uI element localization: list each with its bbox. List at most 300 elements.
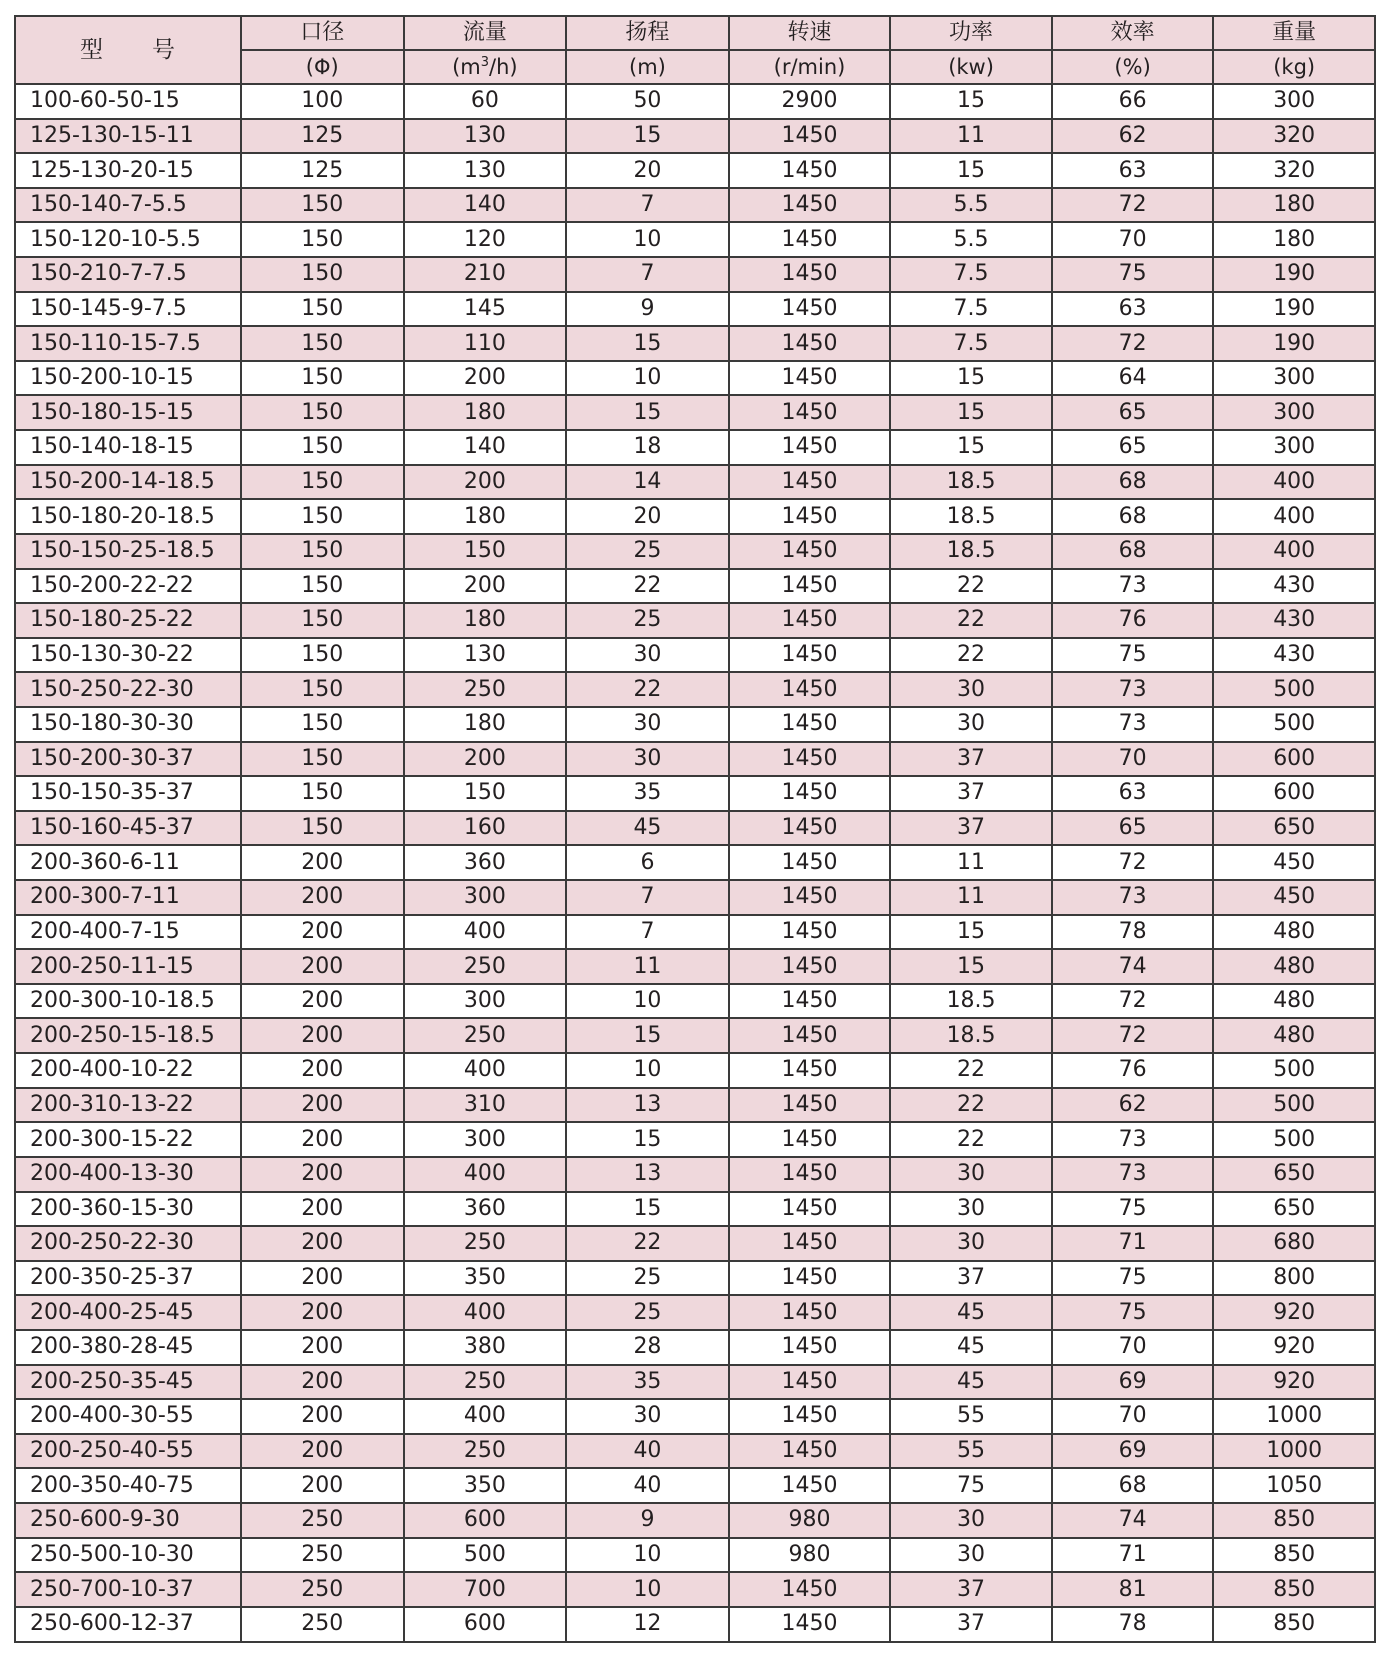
speed-cell: 1450 (729, 1018, 891, 1053)
speed-cell: 1450 (729, 845, 891, 880)
head-cell: 25 (566, 1295, 729, 1330)
caliber-cell: 200 (241, 1192, 404, 1227)
efficiency-cell: 69 (1052, 1434, 1214, 1469)
model-cell: 200-250-15-18.5 (15, 1018, 241, 1053)
weight-cell: 430 (1213, 638, 1375, 673)
table-row (15, 1053, 1375, 1088)
caliber-cell: 200 (241, 1330, 404, 1365)
table-row (15, 984, 1375, 1019)
efficiency-cell: 70 (1052, 742, 1214, 777)
model-cell: 200-380-28-45 (15, 1330, 241, 1365)
caliber-cell: 200 (241, 1365, 404, 1400)
weight-cell: 480 (1213, 1018, 1375, 1053)
table-row (15, 84, 1375, 119)
table-row (15, 1365, 1375, 1400)
table-row (15, 811, 1375, 846)
caliber-cell: 200 (241, 1122, 404, 1157)
power-cell: 30 (890, 1538, 1052, 1573)
power-cell: 30 (890, 672, 1052, 707)
caliber-cell: 150 (241, 465, 404, 500)
flow-unit-post: /h) (489, 54, 518, 79)
efficiency-cell: 72 (1052, 845, 1214, 880)
efficiency-cell: 70 (1052, 1399, 1214, 1434)
power-cell: 7.5 (890, 257, 1052, 292)
head-cell: 7 (566, 188, 729, 223)
caliber-cell: 200 (241, 984, 404, 1019)
power-cell: 22 (890, 638, 1052, 673)
weight-cell: 400 (1213, 499, 1375, 534)
flow-cell: 180 (404, 395, 567, 430)
speed-cell: 1450 (729, 222, 891, 257)
power-cell: 18.5 (890, 499, 1052, 534)
weight-cell: 1050 (1213, 1468, 1375, 1503)
weight-cell: 600 (1213, 742, 1375, 777)
weight-cell: 850 (1213, 1503, 1375, 1538)
efficiency-cell: 65 (1052, 395, 1214, 430)
caliber-cell: 200 (241, 915, 404, 950)
flow-cell: 400 (404, 915, 567, 950)
model-cell: 200-300-15-22 (15, 1122, 241, 1157)
flow-cell: 350 (404, 1261, 567, 1296)
model-cell: 250-600-9-30 (15, 1503, 241, 1538)
weight-cell: 450 (1213, 880, 1375, 915)
model-cell: 150-250-22-30 (15, 672, 241, 707)
speed-cell: 1450 (729, 1365, 891, 1400)
flow-unit-pre: (m (452, 54, 481, 79)
weight-cell: 430 (1213, 569, 1375, 604)
head-cell: 25 (566, 534, 729, 569)
header-names-row (15, 16, 1375, 50)
speed-cell: 1450 (729, 1468, 891, 1503)
caliber-cell: 125 (241, 153, 404, 188)
power-cell: 15 (890, 430, 1052, 465)
weight-cell: 500 (1213, 707, 1375, 742)
model-cell: 200-400-30-55 (15, 1399, 241, 1434)
caliber-cell: 150 (241, 361, 404, 396)
speed-cell: 1450 (729, 430, 891, 465)
efficiency-cell: 78 (1052, 1607, 1214, 1642)
caliber-cell: 200 (241, 1053, 404, 1088)
model-cell: 200-350-40-75 (15, 1468, 241, 1503)
flow-cell: 210 (404, 257, 567, 292)
weight-cell: 300 (1213, 84, 1375, 119)
caliber-cell: 200 (241, 1295, 404, 1330)
table-row (15, 1607, 1375, 1642)
table-row (15, 638, 1375, 673)
flow-cell: 200 (404, 569, 567, 604)
table-row (15, 1088, 1375, 1123)
caliber-cell: 100 (241, 84, 404, 119)
table-row (15, 188, 1375, 223)
power-cell: 22 (890, 1053, 1052, 1088)
table-row (15, 1122, 1375, 1157)
speed-cell: 980 (729, 1503, 891, 1538)
flow-cell: 110 (404, 326, 567, 361)
weight-unit: (kg) (1213, 50, 1375, 84)
table-row (15, 1226, 1375, 1261)
caliber-cell: 200 (241, 1399, 404, 1434)
efficiency-unit: (%) (1052, 50, 1214, 84)
head-cell: 10 (566, 222, 729, 257)
model-cell: 200-350-25-37 (15, 1261, 241, 1296)
flow-cell: 150 (404, 776, 567, 811)
flow-cell: 600 (404, 1607, 567, 1642)
weight-cell: 430 (1213, 603, 1375, 638)
speed-cell: 1450 (729, 292, 891, 327)
flow-cell: 200 (404, 361, 567, 396)
efficiency-cell: 68 (1052, 534, 1214, 569)
head-cell: 12 (566, 1607, 729, 1642)
model-header-char-1: 型 (79, 36, 104, 63)
speed-cell: 1450 (729, 1088, 891, 1123)
speed-cell: 2900 (729, 84, 891, 119)
power-cell: 45 (890, 1295, 1052, 1330)
table-row (15, 603, 1375, 638)
speed-cell: 1450 (729, 153, 891, 188)
table-row (15, 672, 1375, 707)
head-cell: 10 (566, 1572, 729, 1607)
caliber-cell: 150 (241, 742, 404, 777)
head-cell: 25 (566, 1261, 729, 1296)
head-cell: 13 (566, 1088, 729, 1123)
model-cell: 125-130-15-11 (15, 119, 241, 154)
efficiency-cell: 69 (1052, 1365, 1214, 1400)
power-cell: 5.5 (890, 188, 1052, 223)
speed-cell: 1450 (729, 707, 891, 742)
weight-cell: 300 (1213, 361, 1375, 396)
power-cell: 37 (890, 776, 1052, 811)
efficiency-cell: 62 (1052, 119, 1214, 154)
model-cell: 150-150-25-18.5 (15, 534, 241, 569)
speed-cell: 1450 (729, 465, 891, 500)
table-row (15, 880, 1375, 915)
speed-cell: 1450 (729, 326, 891, 361)
table-row (15, 153, 1375, 188)
caliber-cell: 200 (241, 1088, 404, 1123)
speed-cell: 1450 (729, 638, 891, 673)
power-cell: 11 (890, 119, 1052, 154)
efficiency-cell: 73 (1052, 1157, 1214, 1192)
efficiency-cell: 74 (1052, 949, 1214, 984)
speed-unit: (r/min) (729, 50, 891, 84)
caliber-cell: 150 (241, 188, 404, 223)
model-cell: 250-500-10-30 (15, 1538, 241, 1573)
flow-cell: 250 (404, 949, 567, 984)
weight-cell: 650 (1213, 1192, 1375, 1227)
power-cell: 18.5 (890, 984, 1052, 1019)
model-cell: 200-250-22-30 (15, 1226, 241, 1261)
head-cell: 40 (566, 1468, 729, 1503)
table-row (15, 222, 1375, 257)
weight-cell: 500 (1213, 1053, 1375, 1088)
table-row (15, 1330, 1375, 1365)
caliber-cell: 150 (241, 569, 404, 604)
weight-cell: 1000 (1213, 1434, 1375, 1469)
table-header (15, 16, 1375, 84)
caliber-cell: 150 (241, 257, 404, 292)
head-cell: 10 (566, 361, 729, 396)
head-cell: 50 (566, 84, 729, 119)
model-cell: 150-200-22-22 (15, 569, 241, 604)
head-cell: 6 (566, 845, 729, 880)
caliber-cell: 150 (241, 326, 404, 361)
efficiency-cell: 76 (1052, 603, 1214, 638)
flow-unit (404, 50, 567, 84)
power-cell: 15 (890, 84, 1052, 119)
power-cell: 15 (890, 361, 1052, 396)
head-cell: 20 (566, 153, 729, 188)
head-cell: 10 (566, 1538, 729, 1573)
speed-cell: 1450 (729, 949, 891, 984)
table-row (15, 1572, 1375, 1607)
flow-cell: 250 (404, 1365, 567, 1400)
efficiency-cell: 75 (1052, 638, 1214, 673)
power-cell: 11 (890, 880, 1052, 915)
speed-header: 转速 (729, 16, 891, 50)
model-cell: 150-180-30-30 (15, 707, 241, 742)
efficiency-cell: 70 (1052, 222, 1214, 257)
efficiency-cell: 70 (1052, 1330, 1214, 1365)
head-cell: 11 (566, 949, 729, 984)
weight-cell: 600 (1213, 776, 1375, 811)
speed-cell: 1450 (729, 1434, 891, 1469)
flow-cell: 250 (404, 672, 567, 707)
flow-cell: 400 (404, 1157, 567, 1192)
caliber-cell: 150 (241, 534, 404, 569)
efficiency-cell: 81 (1052, 1572, 1214, 1607)
flow-cell: 400 (404, 1295, 567, 1330)
flow-cell: 145 (404, 292, 567, 327)
model-cell: 200-300-7-11 (15, 880, 241, 915)
flow-cell: 380 (404, 1330, 567, 1365)
table-row (15, 292, 1375, 327)
power-cell: 18.5 (890, 534, 1052, 569)
head-cell: 18 (566, 430, 729, 465)
power-cell: 22 (890, 1122, 1052, 1157)
head-cell: 14 (566, 465, 729, 500)
weight-cell: 180 (1213, 188, 1375, 223)
caliber-cell: 200 (241, 880, 404, 915)
flow-cell: 400 (404, 1053, 567, 1088)
speed-cell: 1450 (729, 395, 891, 430)
caliber-cell: 200 (241, 949, 404, 984)
power-cell: 18.5 (890, 465, 1052, 500)
power-cell: 15 (890, 153, 1052, 188)
power-cell: 55 (890, 1399, 1052, 1434)
head-cell: 7 (566, 915, 729, 950)
table-row (15, 465, 1375, 500)
flow-header: 流量 (404, 16, 567, 50)
weight-cell: 400 (1213, 534, 1375, 569)
caliber-cell: 250 (241, 1538, 404, 1573)
efficiency-cell: 72 (1052, 326, 1214, 361)
power-cell: 11 (890, 845, 1052, 880)
table-row (15, 1503, 1375, 1538)
caliber-cell: 250 (241, 1572, 404, 1607)
efficiency-cell: 75 (1052, 1295, 1214, 1330)
table-row (15, 361, 1375, 396)
weight-cell: 300 (1213, 430, 1375, 465)
power-cell: 30 (890, 1226, 1052, 1261)
table-row (15, 1468, 1375, 1503)
table-row (15, 707, 1375, 742)
flow-cell: 180 (404, 499, 567, 534)
speed-cell: 1450 (729, 1157, 891, 1192)
caliber-cell: 150 (241, 811, 404, 846)
speed-cell: 1450 (729, 1330, 891, 1365)
weight-cell: 500 (1213, 1122, 1375, 1157)
head-cell: 7 (566, 880, 729, 915)
speed-cell: 1450 (729, 188, 891, 223)
power-cell: 75 (890, 1468, 1052, 1503)
head-cell: 15 (566, 1122, 729, 1157)
head-cell: 9 (566, 292, 729, 327)
speed-cell: 1450 (729, 1399, 891, 1434)
speed-cell: 1450 (729, 742, 891, 777)
efficiency-cell: 65 (1052, 430, 1214, 465)
weight-header: 重量 (1213, 16, 1375, 50)
flow-cell: 300 (404, 984, 567, 1019)
weight-cell: 850 (1213, 1538, 1375, 1573)
flow-unit-sup: 3 (480, 54, 490, 70)
head-cell: 22 (566, 569, 729, 604)
flow-cell: 180 (404, 603, 567, 638)
speed-cell: 1450 (729, 1295, 891, 1330)
speed-cell: 1450 (729, 119, 891, 154)
caliber-cell: 250 (241, 1607, 404, 1642)
power-cell: 22 (890, 569, 1052, 604)
model-header (15, 16, 241, 84)
model-cell: 150-110-15-7.5 (15, 326, 241, 361)
table-row (15, 1399, 1375, 1434)
caliber-cell: 150 (241, 638, 404, 673)
efficiency-cell: 71 (1052, 1226, 1214, 1261)
model-cell: 200-250-40-55 (15, 1434, 241, 1469)
model-cell: 150-210-7-7.5 (15, 257, 241, 292)
weight-cell: 450 (1213, 845, 1375, 880)
model-cell: 150-150-35-37 (15, 776, 241, 811)
head-cell: 10 (566, 1053, 729, 1088)
flow-cell: 250 (404, 1226, 567, 1261)
model-cell: 150-145-9-7.5 (15, 292, 241, 327)
speed-cell: 1450 (729, 1192, 891, 1227)
table-row (15, 776, 1375, 811)
efficiency-cell: 78 (1052, 915, 1214, 950)
weight-cell: 500 (1213, 672, 1375, 707)
flow-cell: 140 (404, 188, 567, 223)
caliber-header: 口径 (241, 16, 404, 50)
model-cell: 150-130-30-22 (15, 638, 241, 673)
model-cell: 200-400-7-15 (15, 915, 241, 950)
weight-cell: 850 (1213, 1572, 1375, 1607)
power-cell: 22 (890, 603, 1052, 638)
efficiency-cell: 62 (1052, 1088, 1214, 1123)
caliber-cell: 200 (241, 845, 404, 880)
flow-cell: 140 (404, 430, 567, 465)
weight-cell: 400 (1213, 465, 1375, 500)
weight-cell: 190 (1213, 292, 1375, 327)
flow-cell: 360 (404, 1192, 567, 1227)
table-row (15, 915, 1375, 950)
power-cell: 7.5 (890, 292, 1052, 327)
model-cell: 100-60-50-15 (15, 84, 241, 119)
efficiency-cell: 73 (1052, 707, 1214, 742)
head-cell: 15 (566, 1192, 729, 1227)
weight-cell: 480 (1213, 915, 1375, 950)
speed-cell: 1450 (729, 603, 891, 638)
caliber-cell: 150 (241, 222, 404, 257)
weight-cell: 650 (1213, 811, 1375, 846)
flow-cell: 600 (404, 1503, 567, 1538)
speed-cell: 1450 (729, 534, 891, 569)
power-cell: 30 (890, 707, 1052, 742)
power-cell: 15 (890, 915, 1052, 950)
efficiency-cell: 66 (1052, 84, 1214, 119)
efficiency-cell: 63 (1052, 153, 1214, 188)
power-cell: 7.5 (890, 326, 1052, 361)
table-row (15, 430, 1375, 465)
efficiency-cell: 75 (1052, 1261, 1214, 1296)
flow-cell: 360 (404, 845, 567, 880)
model-cell: 200-300-10-18.5 (15, 984, 241, 1019)
speed-cell: 1450 (729, 811, 891, 846)
model-cell: 150-140-18-15 (15, 430, 241, 465)
efficiency-cell: 72 (1052, 188, 1214, 223)
power-unit: (kw) (890, 50, 1052, 84)
head-header: 扬程 (566, 16, 729, 50)
caliber-cell: 150 (241, 776, 404, 811)
table-row (15, 534, 1375, 569)
table-row (15, 1192, 1375, 1227)
caliber-cell: 200 (241, 1157, 404, 1192)
power-cell: 37 (890, 811, 1052, 846)
weight-cell: 320 (1213, 153, 1375, 188)
flow-cell: 350 (404, 1468, 567, 1503)
efficiency-cell: 68 (1052, 499, 1214, 534)
model-cell: 250-700-10-37 (15, 1572, 241, 1607)
weight-cell: 300 (1213, 395, 1375, 430)
model-cell: 200-400-10-22 (15, 1053, 241, 1088)
power-cell: 37 (890, 742, 1052, 777)
power-cell: 30 (890, 1192, 1052, 1227)
flow-cell: 700 (404, 1572, 567, 1607)
weight-cell: 180 (1213, 222, 1375, 257)
flow-cell: 500 (404, 1538, 567, 1573)
weight-cell: 190 (1213, 326, 1375, 361)
power-cell: 22 (890, 1088, 1052, 1123)
caliber-unit: (Φ) (241, 50, 404, 84)
model-header-char-2: 号 (151, 36, 176, 63)
caliber-cell: 200 (241, 1261, 404, 1296)
flow-cell: 400 (404, 1399, 567, 1434)
caliber-cell: 150 (241, 672, 404, 707)
model-cell: 150-180-25-22 (15, 603, 241, 638)
power-cell: 37 (890, 1572, 1052, 1607)
flow-cell: 160 (404, 811, 567, 846)
table-row (15, 1157, 1375, 1192)
power-cell: 15 (890, 949, 1052, 984)
table-row (15, 1434, 1375, 1469)
efficiency-cell: 71 (1052, 1538, 1214, 1573)
speed-cell: 1450 (729, 1053, 891, 1088)
speed-cell: 1450 (729, 499, 891, 534)
table-row (15, 1295, 1375, 1330)
head-cell: 15 (566, 119, 729, 154)
model-cell: 150-180-20-18.5 (15, 499, 241, 534)
efficiency-cell: 76 (1052, 1053, 1214, 1088)
power-cell: 45 (890, 1365, 1052, 1400)
model-cell: 150-140-7-5.5 (15, 188, 241, 223)
